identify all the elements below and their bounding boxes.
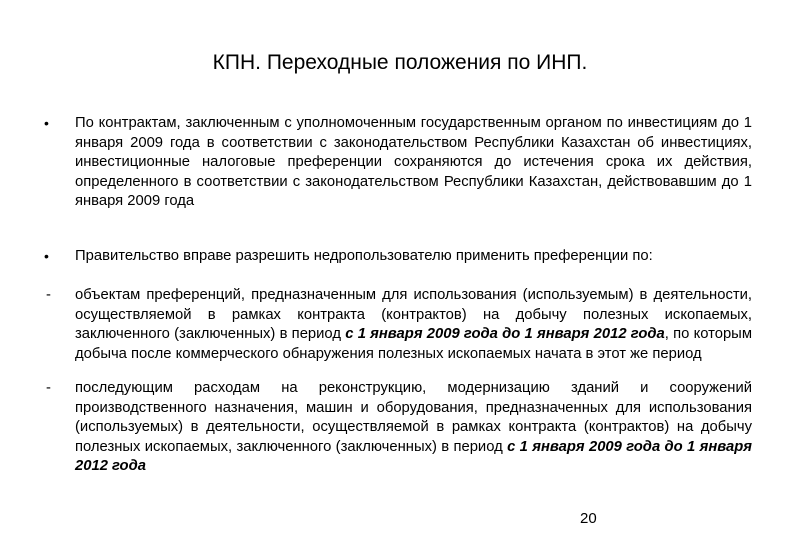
list-item-subsequent-expenses	[75, 379, 752, 477]
page-number: 20	[580, 510, 597, 527]
item-period: с 1 января 2009 года до 1 января 2012 года	[75, 438, 752, 474]
bullet-marker: •	[44, 115, 49, 131]
item-text: объектам преференций, предназначенным для использования (используемым) в деятельности, осуществляемой в рамках контракта (контрактов) на добычу полезных ископаемых, заключенного (заключенных) в период	[75, 287, 752, 342]
item-tail: , по которым добыча после коммерческого обнаружения полезных ископаемых начата в этот же период	[75, 326, 752, 362]
dash-marker: -	[46, 380, 51, 396]
slide-title: КПН. Переходные положения по ИНП.	[212, 51, 588, 74]
paragraph-government: Правительство вправе разрешить недропользователю применить преференции по:	[75, 248, 653, 264]
item-text: последующим расходам на реконструкцию, модернизацию зданий и сооружений производственного назначения, машин и оборудования, предназначенных для использования (используемых) в деятельности, осуществляемой в рамках контракта (контрактов) на добычу полезных ископаемых, заключенного (заключенных) в период	[75, 380, 752, 455]
paragraph-contracts: По контрактам, заключенным с уполномоченным государственным органом по инвестициям до 1 января 2009 года в соответствии с законодательством Республики Казахстан об инвестициях, инвестиционные налоговые преференции сохраняются до истечения срока их действия, определенного в соответствии с законодательством Республики Казахстан, действовавшим до 1 января 2009 года	[75, 115, 752, 209]
item-period: с 1 января 2009 года до 1 января 2012 года	[345, 326, 665, 342]
bullet-marker: •	[44, 248, 49, 264]
list-item-preference-objects	[75, 286, 752, 364]
dash-marker: -	[46, 287, 51, 303]
